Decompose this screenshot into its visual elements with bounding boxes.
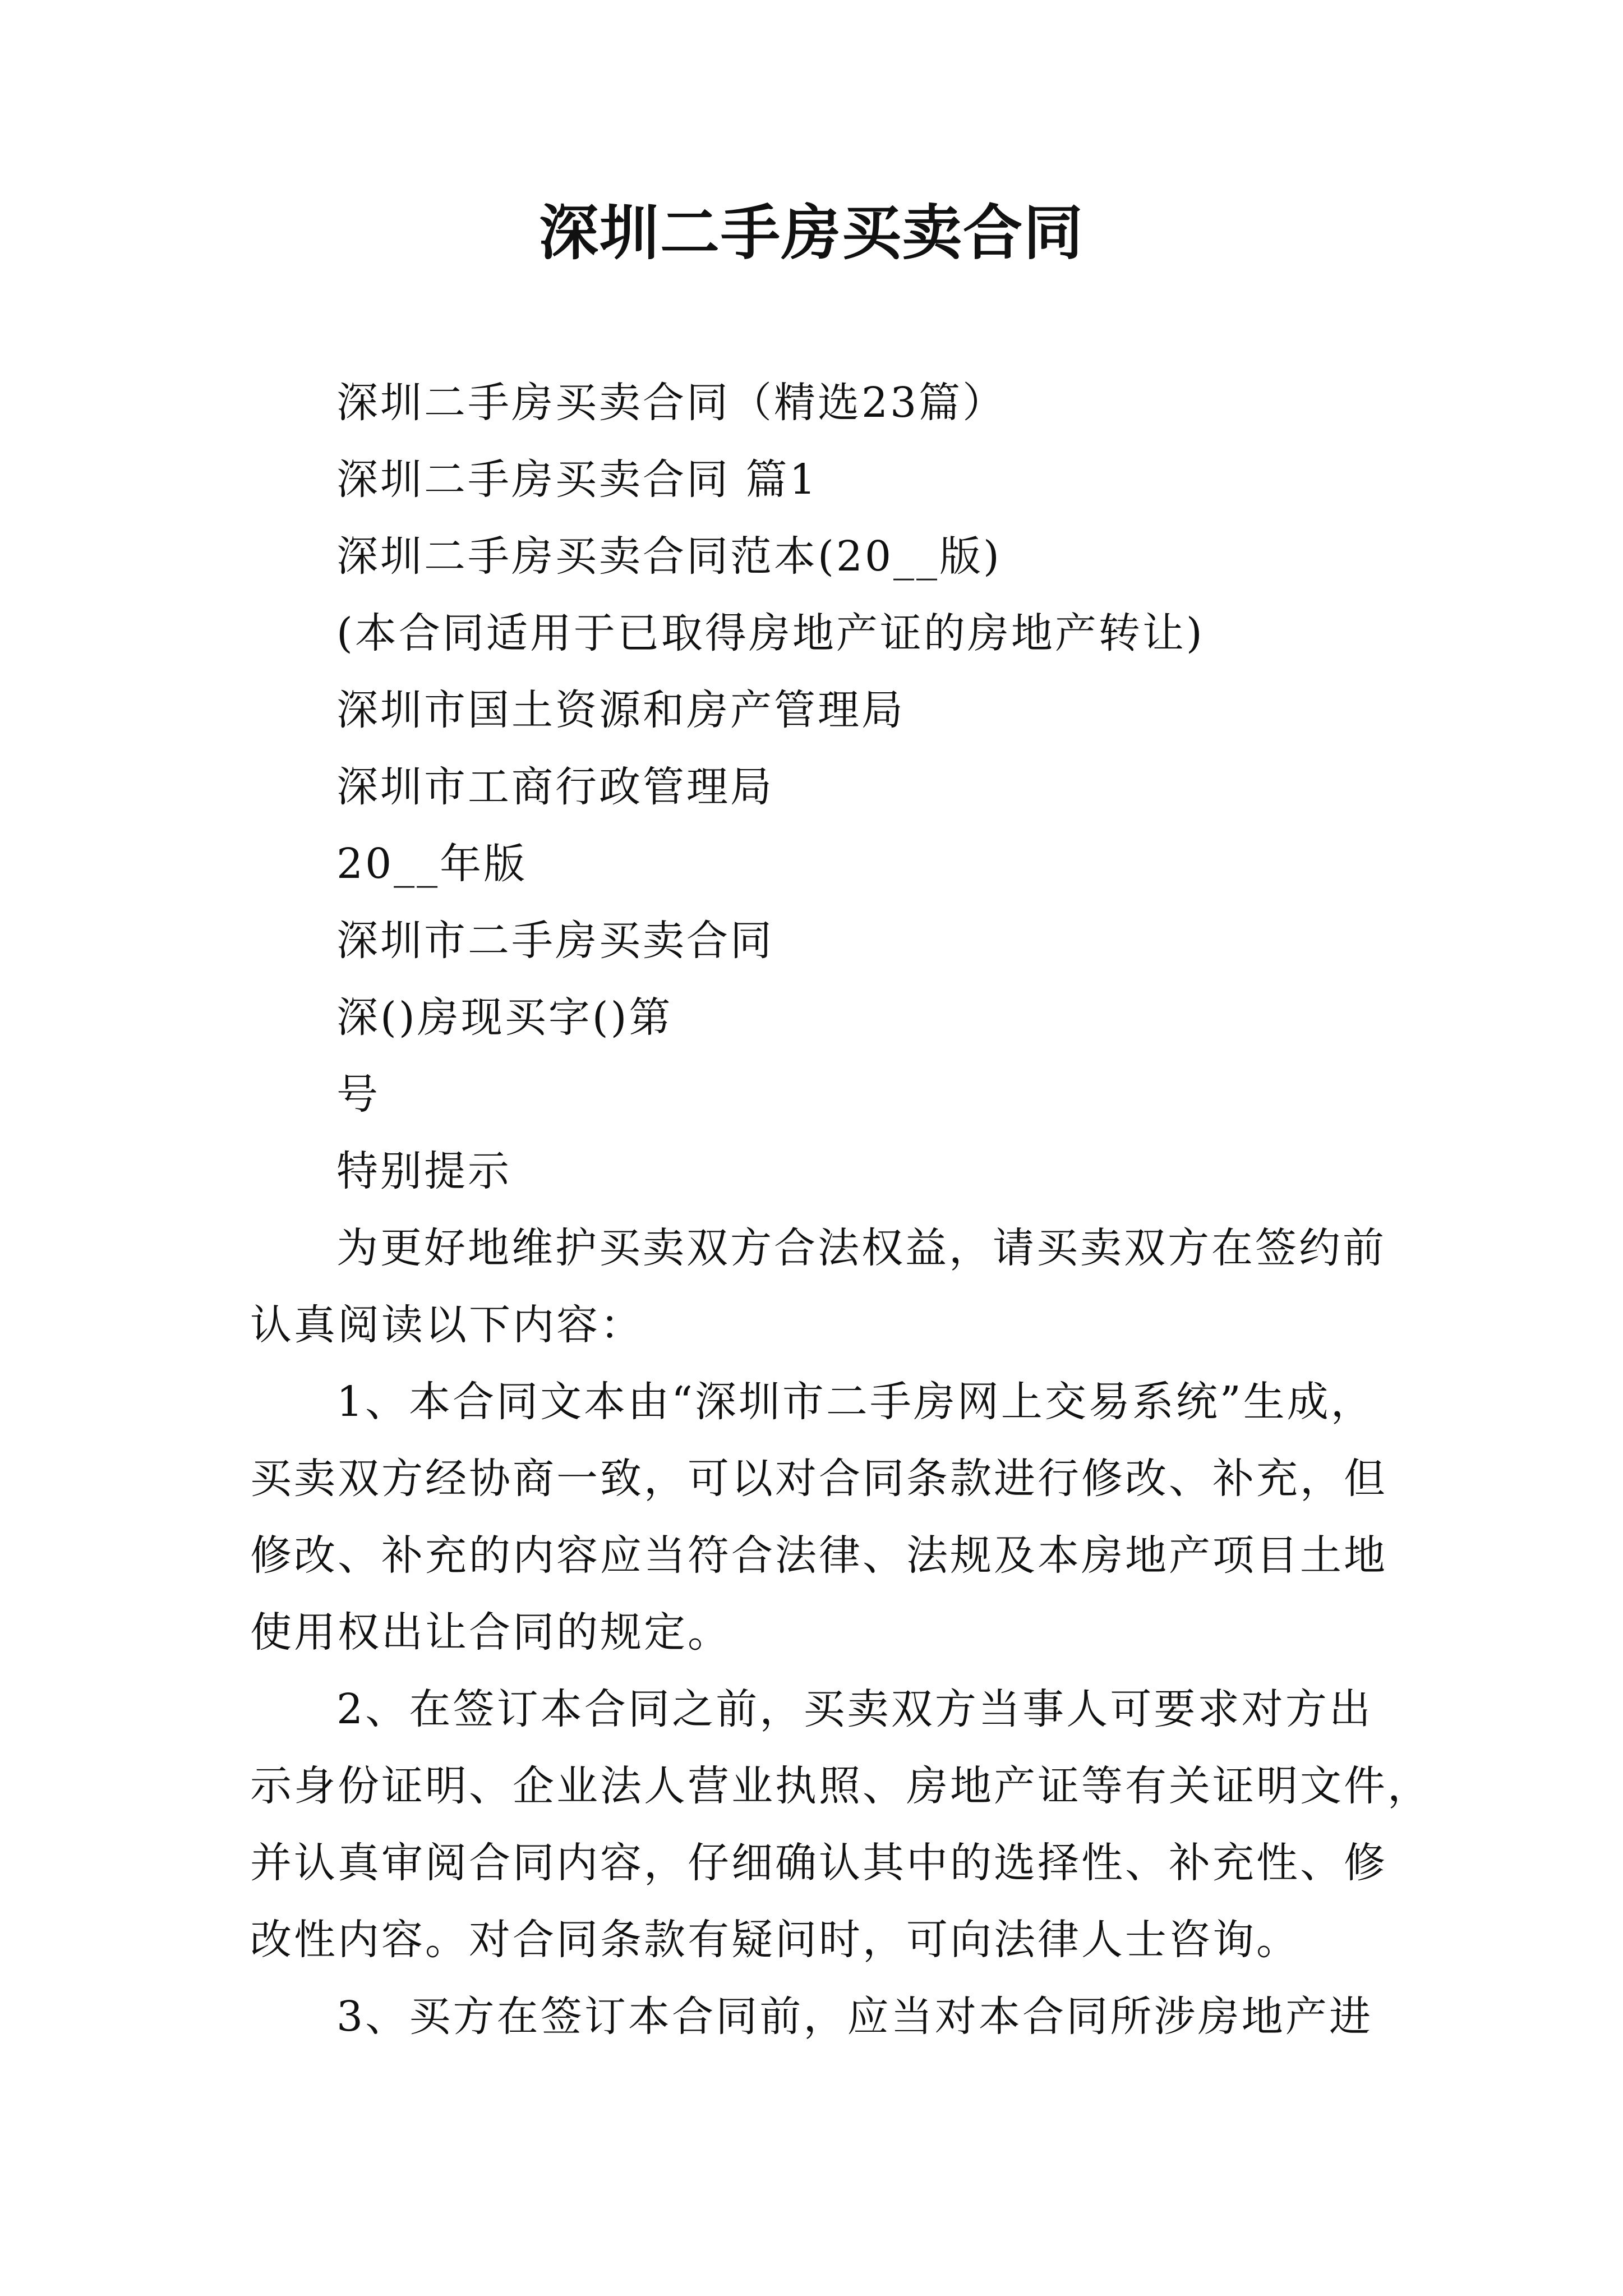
paragraph-line: 示身份证明、企业法人营业执照、房地产证等有关证明文件，	[250, 1762, 1431, 1810]
paragraph-line: 改性内容。对合同条款有疑问时，可向法律人士咨询。	[250, 1916, 1300, 1964]
paragraph-line: 1、本合同文本由“深圳市二手房网上交易系统”生成，	[336, 1378, 1375, 1426]
edition-year: 20__年版	[336, 840, 528, 888]
contract-template-title: 深圳二手房买卖合同范本(20__版)	[336, 532, 1002, 581]
paragraph-line: 修改、补充的内容应当符合法律、法规及本房地产项目土地	[250, 1531, 1387, 1580]
paragraph-line: 买卖双方经协商一致，可以对合同条款进行修改、补充，但	[250, 1455, 1387, 1503]
subtitle-selected-count: 深圳二手房买卖合同（精选23篇）	[336, 379, 1007, 427]
paragraph-line: 3、买方在签订本合同前，应当对本合同所涉房地产进	[336, 1993, 1373, 2041]
applicability-note: (本合同适用于已取得房地产证的房地产转让)	[336, 609, 1205, 657]
contract-number-prefix: 深()房现买字()第	[336, 993, 673, 1042]
paragraph-line: 为更好地维护买卖双方合法权益，请买卖双方在签约前	[336, 1224, 1386, 1272]
contract-name: 深圳市二手房买卖合同	[336, 917, 774, 965]
special-notice-heading: 特别提示	[336, 1147, 511, 1195]
paragraph-line: 使用权出让合同的规定。	[250, 1608, 731, 1657]
paragraph-line: 认真阅读以下内容：	[250, 1301, 644, 1349]
paragraph-line: 2、在签订本合同之前，买卖双方当事人可要求对方出	[336, 1685, 1373, 1733]
contract-number-suffix: 号	[336, 1070, 380, 1119]
paragraph-line: 并认真审阅合同内容，仔细确认其中的选择性、补充性、修	[250, 1839, 1387, 1887]
issuer-commerce-bureau: 深圳市工商行政管理局	[336, 763, 774, 811]
document-title: 深圳二手房买卖合同	[539, 197, 1084, 268]
section-heading: 深圳二手房买卖合同 篇1	[336, 455, 818, 504]
issuer-land-bureau: 深圳市国土资源和房产管理局	[336, 686, 905, 734]
